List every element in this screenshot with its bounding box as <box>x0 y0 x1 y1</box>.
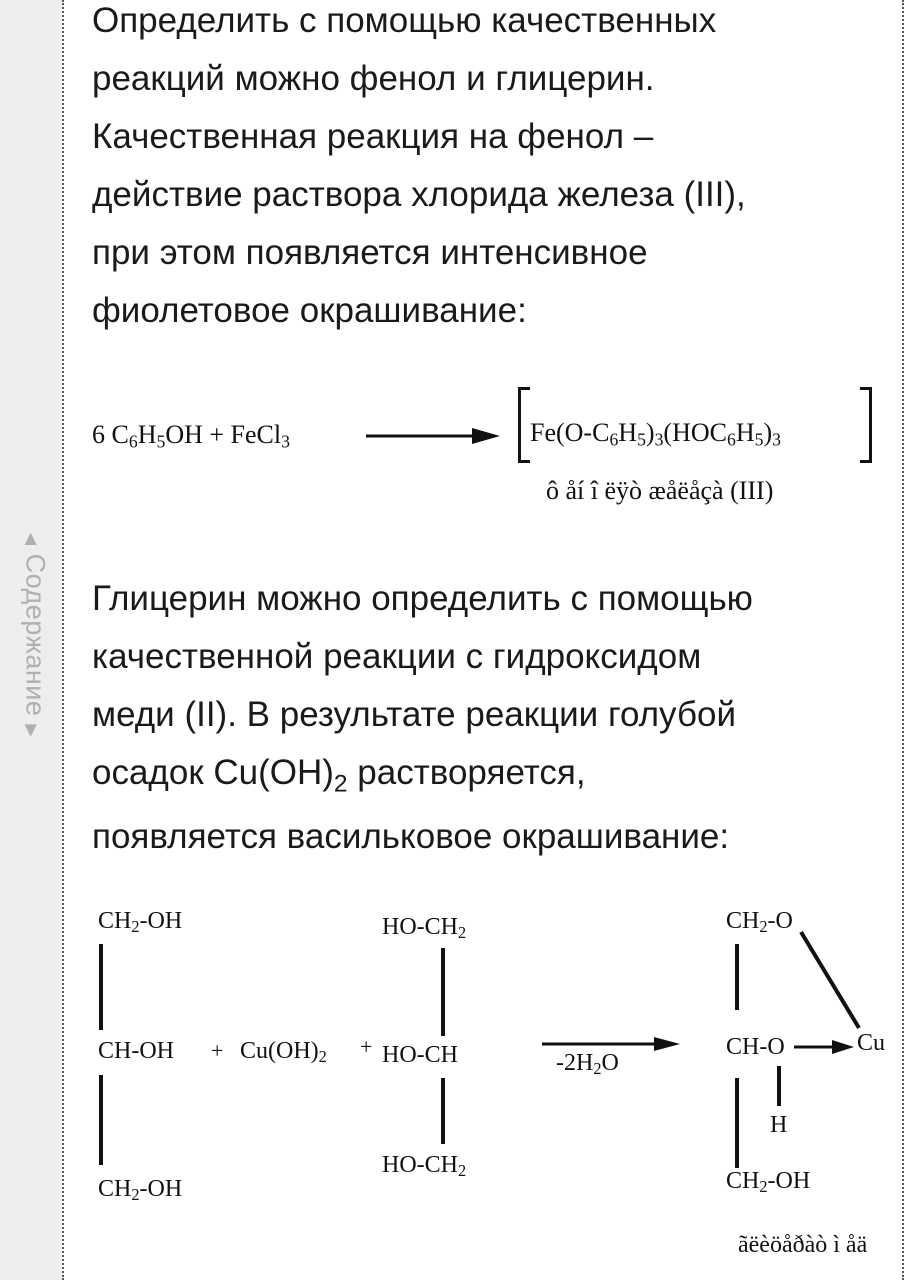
arrow-left-icon: ◀ <box>22 532 40 546</box>
glycerol2-hoch2-top: $HO-CH_2$ <box>382 914 467 943</box>
glycerol1-choh: CH-OH <box>98 1038 174 1064</box>
product-caption: ô åí î ëÿò æåëåçà (III) <box>546 476 774 505</box>
glycerol2-hoch: HO-CH <box>382 1042 458 1068</box>
text-line: осадок $Cu(OH)_2$ растворяется, <box>92 753 586 798</box>
glycerol2-hoch2-bottom: $HO-CH_2$ <box>382 1152 467 1181</box>
product-ch2o: $CH_2-O$ <box>726 908 793 937</box>
bond-line <box>777 1066 781 1106</box>
text-line: появляется васильковое окрашивание: <box>92 817 730 856</box>
text-line: действие раствора хлорида железа (III), <box>92 175 746 214</box>
text-line: Глицерин можно определить с помощью <box>92 579 753 618</box>
text-line: Качественная реакция на фенол – <box>92 117 654 156</box>
product-caption: ãëèöåðàò ì åä <box>738 1232 868 1258</box>
arrow-right-icon: ▶ <box>22 724 40 738</box>
text-line: качественной реакции с гидроксидом <box>92 637 702 676</box>
copper-atom: Cu <box>857 1030 886 1056</box>
plus-sign: + <box>360 1034 373 1059</box>
text-line: при этом появляется интенсивное <box>92 233 648 272</box>
copper-hydroxide: $Cu(OH)_2$ <box>240 1038 327 1067</box>
coordination-arrow <box>794 1038 856 1056</box>
bond-line <box>99 1075 103 1165</box>
bond-line <box>99 944 103 1030</box>
sidebar-divider <box>62 0 64 1280</box>
bond-line <box>735 1078 739 1168</box>
bracket-left <box>518 387 530 463</box>
hydrogen-atom: H <box>770 1112 788 1138</box>
product-formula: $Fe(O-C_6H_5)_3(HOC_6H_5)_3$ <box>530 418 781 450</box>
reaction-arrow <box>366 425 502 447</box>
paragraph-phenol <box>92 0 746 340</box>
product-ch2oh: $CH_2-OH$ <box>726 1168 811 1197</box>
paragraph-glycerol <box>92 570 753 866</box>
glycerol1-ch2oh-top: $CH_2-OH$ <box>98 908 183 937</box>
bond-line <box>441 1078 445 1144</box>
text-line: фиолетовое окрашивание: <box>92 291 527 330</box>
contents-label: Содержание <box>20 553 51 717</box>
text-line: Определить с помощью качественных <box>92 1 717 40</box>
bracket-right <box>860 387 872 463</box>
bond-o-cu <box>795 928 865 1032</box>
plus-sign: + <box>211 1038 224 1063</box>
glycerol1-ch2oh-bottom: $CH_2-OH$ <box>98 1176 183 1205</box>
text-line: меди (II). В результате реакции голубой <box>92 695 737 734</box>
bond-line <box>735 944 739 1010</box>
text-line: реакций можно фенол и глицерин. <box>92 59 655 98</box>
product-cho: CH-O <box>726 1034 785 1060</box>
reactants-formula: 6 $C_6H_5OH$ + FeCl$_3$ <box>92 420 290 452</box>
condition-water: $-2H_2O$ <box>556 1050 619 1079</box>
right-divider <box>902 0 904 1280</box>
bond-line <box>441 948 445 1036</box>
